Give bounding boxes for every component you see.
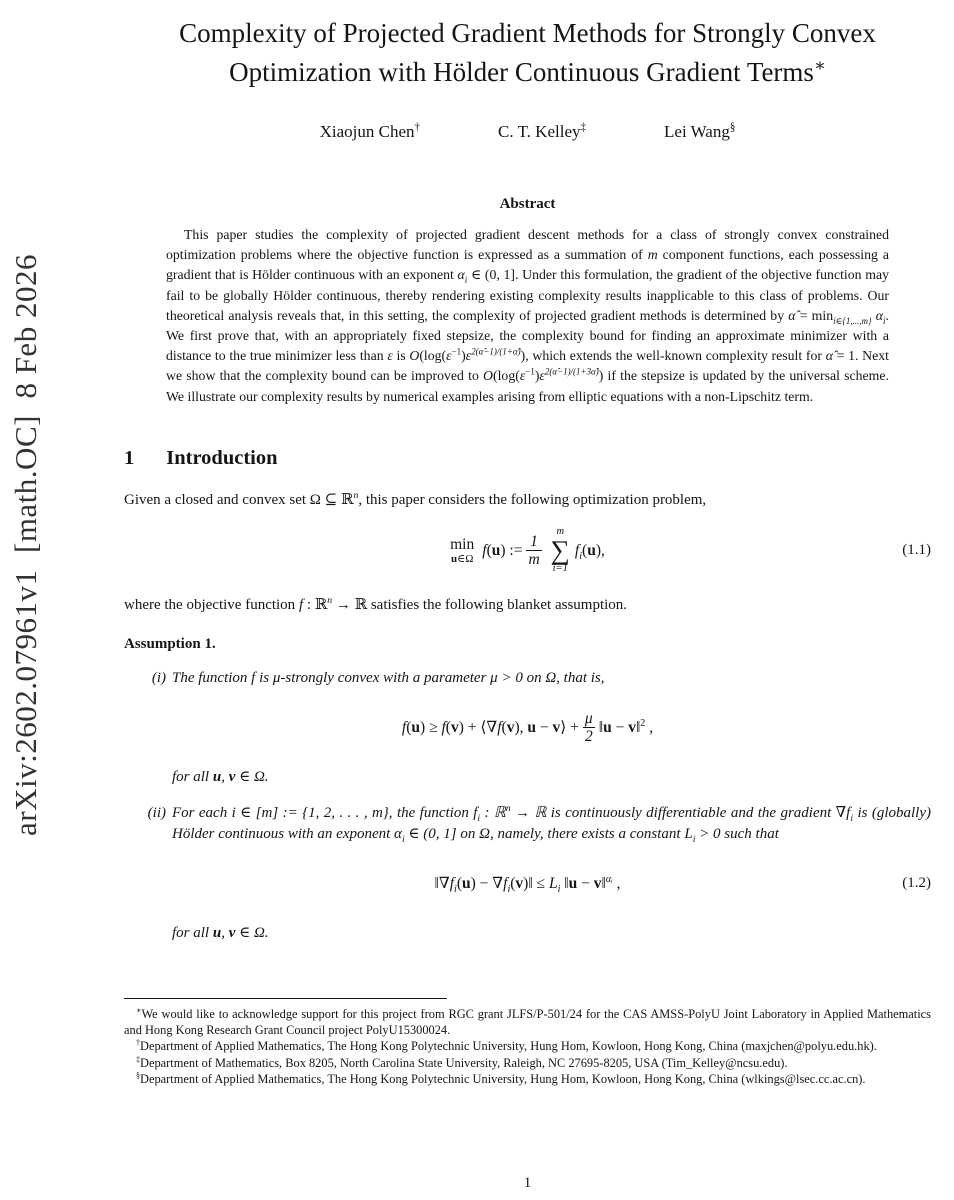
page-number: 1	[523, 1175, 532, 1191]
strong-convexity-rhs: ‖u − v‖$^2$ ,	[598, 718, 654, 737]
footnote-author-3: §Department of Applied Mathematics, The Hong Kong Polytechnic University, Hung Hom, Kowloon, Hong Kong, China (wlkings@lsec.cc.ac.cn).	[136, 1070, 866, 1086]
assumption-item-i	[124, 668, 931, 788]
author-3: Lei Wang§	[664, 121, 736, 141]
equation-tag-1-2: (1.2)	[902, 875, 931, 892]
abstract-section	[166, 196, 889, 407]
footnote-author-1: †Department of Applied Mathematics, The Hong Kong Polytechnic University, Hung Hom, Kowloon, Hong Kong, China (maxjchen@polyu.edu.hk).	[136, 1038, 877, 1054]
author-list	[124, 122, 931, 142]
paper-title	[124, 14, 931, 92]
title-line-1: Complexity of Projected Gradient Methods for Strongly Convex	[179, 18, 876, 48]
section-title: Introduction	[166, 446, 278, 469]
section-1-heading	[124, 447, 931, 470]
arxiv-watermark: arXiv:2602.07961v1 [math.OC] 8 Feb 2026	[8, 254, 43, 836]
item-i-forall: for all u, v ∈ Ω.	[172, 768, 269, 785]
summation-symbol: m ∑ i=1	[550, 525, 570, 575]
abstract-text: This paper studies the complexity of projected gradient descent methods for a class of strongly convex constrained optimization problems where the objective function is expressed as a summation of m component functions, each possessing a gradient that is Hölder continuous with an exponent $\alpha_i$ ∈ (0, 1]. Under this formulation, the gradient of the objective function may fail to be globally Hölder continuous, thereby rendering existing complexity results inapplicable to this class of problems. Our theoretical analysis reveals that, in this setting, the complexity of projected gradient methods is determined by α̂ = $\min_{i\in\{1,...,m\}} \alpha_i$. We first prove that, with an appropriately fixed stepsize, the complexity bound for finding an approximate minimizer with a distance to the true minimizer less than ε is $O(\log(\varepsilon^{-1})\varepsilon^{2(\alphâ-1)/(1+\alphâ)})$, which extends the well-known complexity result for α̂ = 1. Next we show that the complexity bound can be improved to $O(\log(\varepsilon^{-1})\varepsilon^{2(\alphâ-1)/(1+3\alphâ)})$ if the stepsize is updated by the universal scheme. We illustrate our complexity results by numerical examples arising from elliptic equations with a non-Lipschitz term.	[166, 227, 890, 404]
author-1: Xiaojun Chen†	[319, 121, 421, 141]
fraction-mu-over-2: $\frac{\mu}{2}$	[584, 709, 593, 746]
equation-1-1	[124, 527, 931, 575]
eq-1-2-body: $‖\nabla f_i(u)$ − $\nabla f_i(v)‖ \le L_i$ ‖u − v‖$^{\alpha ᵢ}$ ,	[434, 874, 621, 896]
assumption-item-ii	[124, 803, 931, 944]
equation-1-2	[124, 861, 931, 907]
eq-1-1-lhs: f(u) :=	[482, 541, 523, 559]
footnote-funding: ∗We would like to acknowledge support for this project from RGC grant JLFS/P-501/24 for the CAS AMSS-PolyU Joint Laboratory in Applied Mathematics and Hong Kong Research Grant Council project PolyU15300024.	[124, 1005, 931, 1038]
item-i-label: (i)	[151, 669, 166, 686]
author-2: C. T. Kelley‡	[498, 121, 587, 141]
section-number: 1	[124, 446, 135, 469]
item-ii-forall: for all u, v ∈ Ω.	[172, 924, 269, 941]
equation-tag-1-1: (1.1)	[902, 542, 931, 559]
title-line-2: Optimization with Hölder Continuous Gradient Terms∗	[229, 55, 826, 87]
footnote-author-2: ‡Department of Mathematics, Box 8205, North Carolina State University, Raleigh, NC 27695-8205, USA (Tim_Kelley@ncsu.edu).	[136, 1054, 788, 1070]
min-op-label: min	[450, 535, 475, 553]
eq-1-1-rhs: $f_i(u)$,	[574, 541, 605, 562]
item-ii-text: For each i ∈ [m] := {1, 2, . . . , m}, the function $f_i$ : ℝ$^n$ → ℝ is continuously differentiable and the gradient $\nabla f_i$ is (globally) Hölder continuous with an exponent $\alpha_i$ ∈ (0, 1] on Ω, namely, there exists a constant $L_i > 0$ such that	[172, 802, 931, 845]
abstract-heading: Abstract	[499, 196, 556, 212]
min-op-subscript: u∈Ω	[450, 553, 474, 566]
intro-paragraph-2: where the objective function f : ℝ$^n$ → ℝ satisfies the following blanket assumption.	[124, 594, 628, 613]
assumption-1-heading: Assumption 1.	[124, 635, 216, 652]
intro-paragraph-1: Given a closed and convex set Ω ⊆ ℝ$^n$, this paper considers the following optimization problem,	[124, 489, 707, 508]
item-ii-label: (ii)	[147, 804, 166, 821]
strong-convexity-equation	[124, 705, 931, 751]
paper-content	[124, 0, 931, 944]
min-operator	[450, 536, 474, 566]
fraction-one-over-m: $\frac{1}{m}$	[528, 532, 540, 569]
item-i-text: The function f is μ-strongly convex with a parameter μ > 0 on Ω, that is,	[172, 669, 605, 686]
strong-convexity-lhs: f(u) ≥ f(v) + ⟨∇f(v), u − v⟩ +	[401, 719, 579, 737]
footnotes-block	[124, 998, 931, 1087]
footnote-rule	[124, 998, 447, 999]
